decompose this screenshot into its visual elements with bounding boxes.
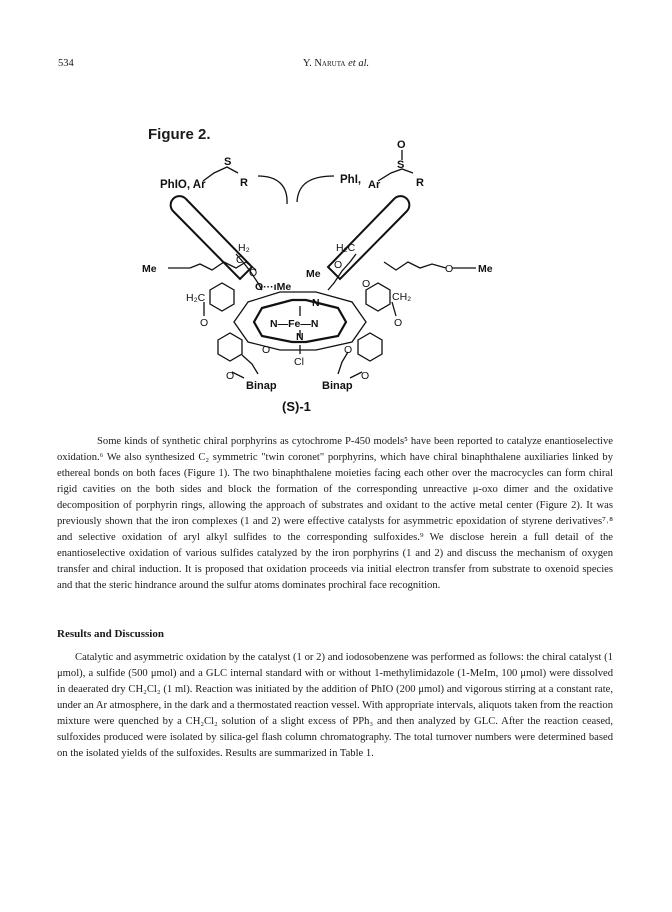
label-c-top: C [236, 254, 244, 266]
aryl-ring-lower-left [218, 333, 242, 361]
right-ch2-bond [392, 302, 396, 316]
label-me-center: Me [306, 268, 321, 280]
aryl-ring-lower-right [358, 333, 382, 361]
label-o-lower-left: O [262, 344, 271, 356]
left-sulfide-bonds [203, 167, 238, 181]
label-ch2-right: CH₂ [392, 291, 412, 303]
label-h2c-right: H₂C [336, 242, 356, 254]
label-o-lower-right: O [344, 344, 353, 356]
label-h2-top: H₂ [238, 242, 250, 254]
paragraph-intro: Some kinds of synthetic chiral porphyrins as cytochrome P-450 models⁵ have been reported to catalyze enantioselective oxidation.⁶ We also synthesized C₂ symmetric "twin coronet" porphyrins, which have chiral binaphthalene auxiliaries linked by ethereal bonds on both faces (Figure 1). The two binaphthalene moieties facing each other over the macrocycles can form chiral rigid cavities on the both sides and block the formation of the corresponding unreactive μ-oxo dimer and the oxidative decomposition of porphyrin rings, allowing the approach of substrates and oxidant to the active metal center (Figure 2). It was previously shown that the iron complexes (1 and 2) were effective catalysts for asymmetric epoxidation of styrene derivatives⁷˒⁸ and selective oxidation of aryl alkyl sulfides to the corresponding sulfoxides.⁹ We disclose herein a full detail of the enantioselective oxidation of various sulfides catalyzed by the iron porphyrins (1 and 2) and discuss the mechanism of oxygen transfer and chiral induction. It is proposed that oxidation proceeds via initial electron transfer from substrate to oxenoid species and that the steric hindrance around the sulfur atoms dominates prochiral face recognition. [57, 436, 613, 591]
label-o-binap-right: O [361, 370, 370, 382]
right-sulfoxide-s: S [397, 159, 405, 171]
figure-label: Figure 2. [148, 126, 211, 143]
label-me-right: Me [478, 263, 493, 275]
label-o-right-arm: O [445, 263, 454, 275]
left-reagent-label: PhIO, Ar [160, 179, 206, 191]
section-heading: Results and Discussion [57, 628, 164, 640]
label-cl: Cl [294, 356, 304, 368]
page-number: 534 [58, 58, 74, 69]
curved-arrow-right [297, 176, 334, 202]
label-o-top-right: O [334, 259, 343, 271]
label-o-right-tether: O [362, 278, 371, 290]
label-me-left: Me [142, 263, 157, 275]
right-arm-bonds [384, 262, 446, 270]
label-o-me: O···ıMe [255, 281, 292, 293]
left-binaphthyl-rod [171, 196, 252, 279]
compound-label: (S)-1 [282, 399, 311, 414]
label-o-right-side: O [394, 317, 403, 329]
left-sulfide-r: R [240, 177, 248, 189]
scheme-lines [168, 150, 476, 378]
label-h2c-left: H₂C [186, 292, 206, 304]
right-reagent-label: PhI, [340, 174, 362, 186]
label-n-top: N [312, 297, 320, 309]
label-o-binap-left: O [226, 370, 235, 382]
running-head-etal: et al. [348, 58, 370, 69]
left-sulfide-s: S [224, 156, 232, 168]
left-lower-tether [242, 355, 258, 374]
label-o-top-left: O [249, 267, 258, 279]
right-sulfoxide-bonds [378, 169, 413, 181]
right-sulfoxide-ar: Ar [368, 179, 381, 191]
label-n-bottom: N [296, 331, 304, 343]
label-binap-right: Binap [322, 380, 353, 392]
curved-arrow-left [258, 176, 287, 204]
paragraph-results: Catalytic and asymmetric oxidation by the catalyst (1 or 2) and iodosobenzene was performed as follows: the chiral catalyst (1 μmol), a sulfide (500 μmol) and a GLC internal standard with or without 1-methylimidazole (1-MeIm, 100 μmol) were dissolved in deaerated dry CH₂Cl₂ (1 ml). Reaction was initiated by the addition of PhIO (200 μmol) and vigorous stirring at a constant rate, under an Ar atmosphere, in the dark and a thermostated reaction vessel. With appropriate intervals, aliquots taken from the reaction mixture were quenched by a CH₂Cl₂ solution of a slight excess of PPh₃ and then analyzed by GLC. After the reaction ceased, sulfoxides produced were isolated by silica-gel flash column chromatography. The total turnover numbers were determined based on the isolated yields of the sulfoxides. Results are summarized in Table 1. [57, 652, 613, 759]
label-fe: N—Fe—N [270, 318, 319, 330]
right-sulfoxide-r: R [416, 177, 424, 189]
right-sulfoxide-o: O [397, 139, 406, 151]
running-head-author: Y. Naruta [302, 58, 346, 69]
label-binap-left: Binap [246, 380, 277, 392]
label-o-left-side: O [200, 317, 209, 329]
aryl-ring-upper-left [210, 283, 234, 311]
